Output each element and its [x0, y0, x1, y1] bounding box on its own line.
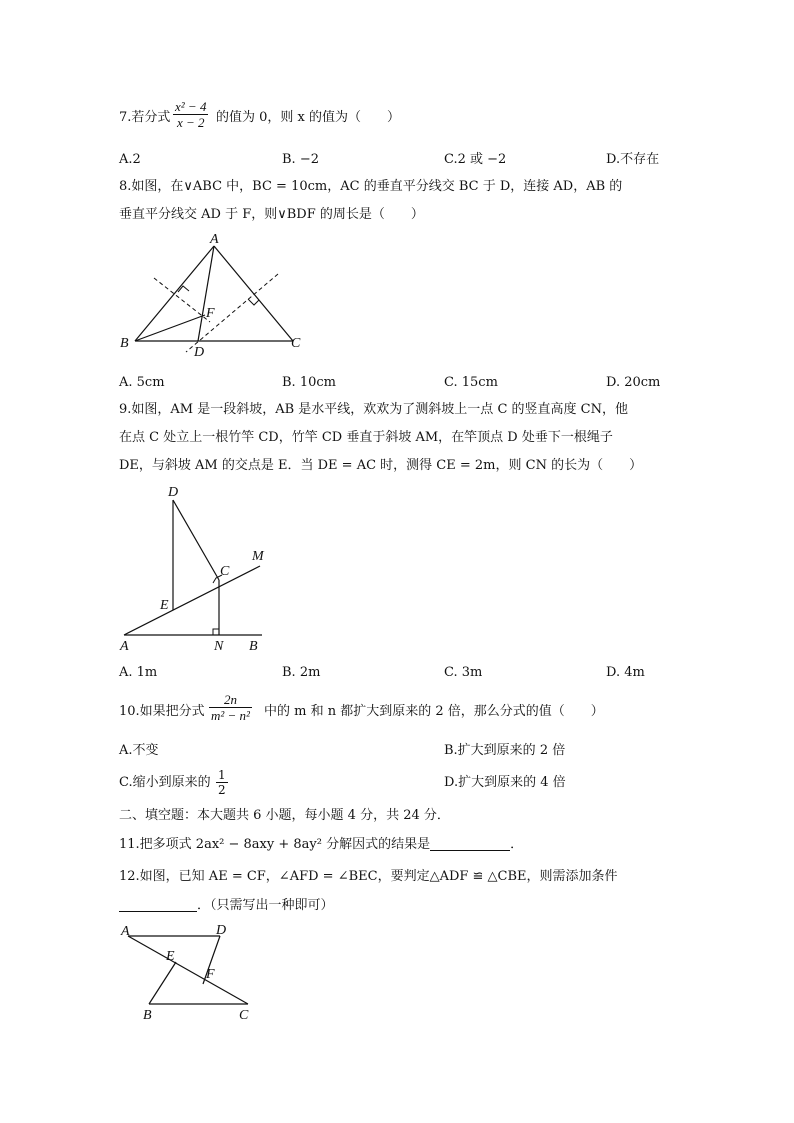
- slope-am: [124, 566, 260, 635]
- label-a: A: [121, 924, 130, 939]
- label-f: F: [206, 967, 215, 982]
- q10-option-c: C.缩小到原来的: [119, 775, 211, 790]
- segment-ad: [198, 246, 214, 341]
- q10-suffix: 中的 m 和 n 都扩大到原来的 2 倍，那么分式的值（ ）: [264, 704, 604, 719]
- q9-option-b: B. 2m: [282, 665, 321, 680]
- segment-ac: [128, 936, 248, 1004]
- perpendicular-bisector-ac: [186, 274, 278, 352]
- q8-figure: [110, 230, 310, 360]
- label-c: C: [220, 564, 230, 579]
- label-a: A: [210, 232, 219, 247]
- label-b: B: [249, 639, 258, 654]
- q10-option-c-fraction: [216, 768, 228, 797]
- q12-line-1: 12.如图，已知 AE = CF，∠AFD = ∠BEC，要判定△ADF ≌ △CBE，则需添加条件: [119, 869, 618, 884]
- q7-prefix: 7.若分式: [119, 110, 171, 125]
- q10-option-b: B.扩大到原来的 2 倍: [444, 743, 566, 758]
- label-n: N: [214, 639, 224, 654]
- q11-suffix: ．: [510, 837, 524, 852]
- segment-ac: [214, 246, 293, 341]
- q7-option-d: D.不存在: [606, 152, 660, 167]
- q11-answer-blank[interactable]: [430, 837, 510, 851]
- q9-option-d: D. 4m: [606, 665, 645, 680]
- q7-fraction-numerator: x² − 4: [175, 99, 207, 114]
- q10-prefix: 10.如果把分式: [119, 704, 205, 719]
- half-denominator: 2: [218, 783, 226, 797]
- q11-text: [119, 837, 523, 851]
- q7-option-b: B. −2: [282, 152, 319, 167]
- label-f: F: [206, 306, 215, 321]
- q9-line-3: DE，与斜坡 AM 的交点是 E．当 DE = AC 时，测得 CE = 2m，则 CN 的长为（ ）: [119, 458, 643, 473]
- q10-fraction: [209, 692, 252, 723]
- label-d: D: [194, 345, 205, 360]
- label-m: M: [252, 549, 264, 564]
- q8-line-2: 垂直平分线交 AD 于 F，则∨BDF 的周长是（ ）: [119, 207, 424, 222]
- pole-cd: [173, 500, 219, 580]
- q8-option-b: B. 10cm: [282, 375, 336, 390]
- q8-option-c: C. 15cm: [444, 375, 498, 390]
- q10-fraction-denominator: m² − n²: [211, 708, 250, 723]
- q8-line-1: 8.如图，在∨ABC 中，BC = 10cm，AC 的垂直平分线交 BC 于 D，连接 AD，AB 的: [119, 179, 623, 194]
- q9-line-1: 9.如图，AM 是一段斜坡，AB 是水平线，欢欢为了测斜坡上一点 C 的竖直高度 CN，他: [119, 402, 628, 417]
- q7-option-a: A.2: [119, 152, 141, 167]
- q7-fraction: [173, 99, 208, 130]
- q11-prefix: 11.把多项式 2ax² − 8axy + 8ay² 分解因式的结果是: [119, 837, 431, 852]
- q9-option-a: A. 1m: [119, 665, 158, 680]
- label-e: E: [166, 949, 175, 964]
- q7-option-c: C.2 或 −2: [444, 152, 507, 167]
- q9-line-2: 在点 C 处立上一根竹竿 CD，竹竿 CD 垂直于斜坡 AM，在竿顶点 D 处垂下一根绳子: [119, 430, 613, 445]
- label-a: A: [120, 639, 129, 654]
- label-c: C: [291, 336, 301, 351]
- right-angle-mark-ac: [248, 299, 259, 305]
- q12-line-2-suffix: ．（只需写出一种即可）: [197, 898, 334, 913]
- label-c: C: [239, 1008, 249, 1023]
- section-2-heading: 二、填空题：本大题共 6 小题，每小题 4 分，共 24 分．: [119, 808, 450, 823]
- half-numerator: 1: [218, 768, 226, 782]
- q8-option-d: D. 20cm: [606, 375, 661, 390]
- q7-suffix: 的值为 0，则 x 的值为（ ）: [216, 110, 400, 125]
- label-d: D: [216, 923, 227, 938]
- segment-be: [149, 962, 176, 1004]
- q9-option-c: C. 3m: [444, 665, 483, 680]
- right-angle-mark-n: [213, 629, 219, 635]
- label-b: B: [143, 1008, 152, 1023]
- label-e: E: [160, 598, 169, 613]
- label-b: B: [120, 336, 129, 351]
- q10-fraction-numerator: 2n: [223, 692, 237, 707]
- q12-figure: [112, 918, 272, 1024]
- q7-fraction-denominator: x − 2: [176, 115, 205, 130]
- q10-option-d: D.扩大到原来的 4 倍: [444, 775, 566, 790]
- q10-option-a: A.不变: [119, 743, 159, 758]
- q12-answer-blank[interactable]: [119, 898, 197, 912]
- q12-line-2: [119, 898, 334, 912]
- label-d: D: [168, 485, 179, 500]
- q9-figure: [112, 480, 282, 656]
- q8-option-a: A. 5cm: [119, 375, 165, 390]
